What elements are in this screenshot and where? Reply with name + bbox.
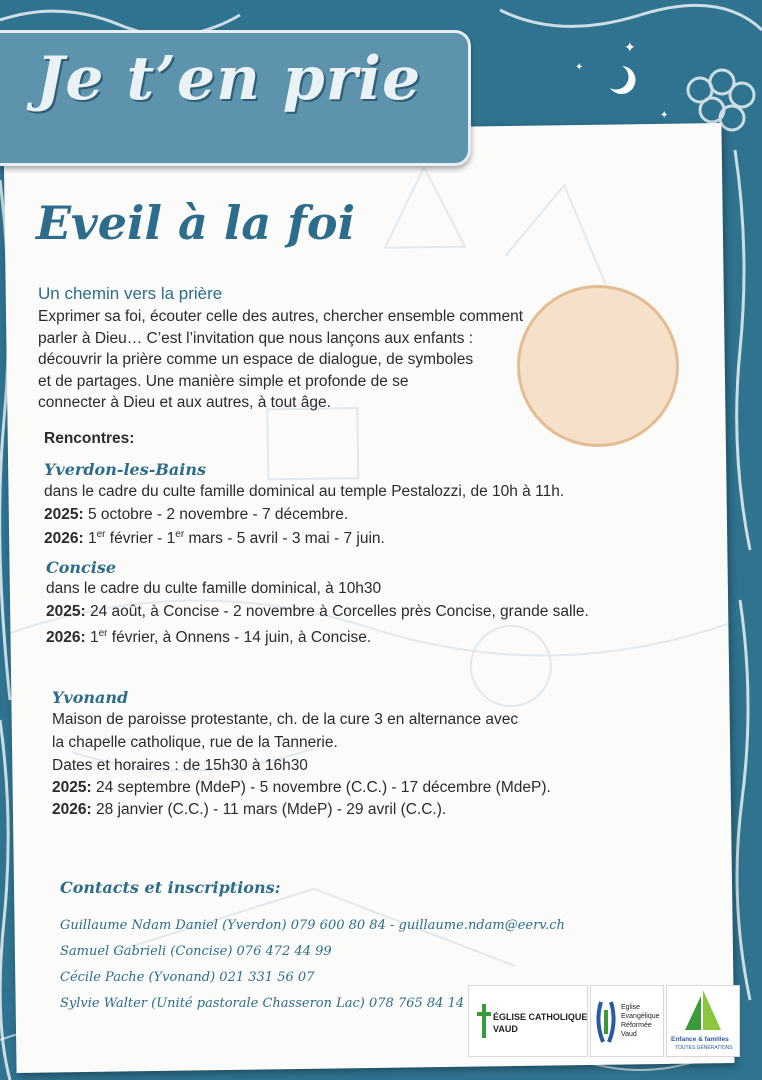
dates-part: 1 bbox=[85, 629, 99, 647]
enfance-line2: TOUTES GÉNÉRATIONS bbox=[675, 1045, 733, 1051]
ordinal: er bbox=[175, 529, 185, 540]
svg-text:✦: ✦ bbox=[624, 40, 636, 56]
contact-item: Guillaume Ndam Daniel (Yverdon) 079 600 80 84 - guillaume.ndam@eerv.ch bbox=[60, 918, 565, 933]
banner-title: Je t’en prie bbox=[36, 44, 422, 114]
catholic-church-logo bbox=[468, 985, 588, 1057]
dates: 28 janvier (C.C.) - 11 mars (MdeP) - 29 avril (C.C.). bbox=[91, 801, 447, 818]
dates-part: février, à Onnens - 14 juin, à Concise. bbox=[107, 629, 372, 647]
eerv-symbol-icon bbox=[595, 1000, 617, 1044]
year-label: 2026: bbox=[44, 530, 84, 548]
intro-line: connecter à Dieu et aux autres, à tout âge. bbox=[38, 394, 331, 411]
contact-item: Sylvie Walter (Unité pastorale Chasseron Lac) 078 765 84 14 bbox=[60, 996, 465, 1011]
yverdon-2026 bbox=[44, 529, 385, 548]
contact-item: Samuel Gabrieli (Concise) 076 472 44 99 bbox=[60, 944, 332, 959]
svg-text:✦: ✦ bbox=[660, 110, 669, 121]
eerv-line: Evangélique bbox=[621, 1013, 660, 1020]
ordinal: er bbox=[96, 529, 106, 540]
yvonand-desc-2: la chapelle catholique, rue de la Tannerie. bbox=[52, 734, 338, 751]
eerv-line: Vaud bbox=[621, 1031, 637, 1038]
year-label: 2026: bbox=[52, 801, 92, 818]
meetings-heading: Rencontres: bbox=[44, 430, 135, 447]
yvonand-desc-3: Dates et horaires : de 15h30 à 16h30 bbox=[52, 757, 308, 774]
enfance-line1: Enfance & familles bbox=[671, 1036, 729, 1043]
year-label: 2026: bbox=[46, 629, 86, 647]
intro-line: et de partages. Une manière simple et profonde de se bbox=[38, 372, 409, 390]
subtitle: Un chemin vers la prière bbox=[38, 284, 223, 303]
yverdon-desc: dans le cadre du culte famille dominical au temple Pestalozzi, de 10h à 11h. bbox=[44, 483, 565, 500]
intro-line: découvrir la prière comme un espace de dialogue, de symboles bbox=[38, 351, 474, 368]
place-yverdon: Yverdon-les-Bains bbox=[44, 460, 206, 479]
yvonand-2026 bbox=[52, 801, 446, 819]
cross-icon bbox=[477, 1004, 491, 1038]
concise-2025 bbox=[46, 603, 589, 621]
dates: 5 octobre - 2 novembre - 7 décembre. bbox=[83, 506, 349, 523]
dates-part: mars - 5 avril - 3 mai - 7 juin. bbox=[184, 530, 385, 548]
catholic-logo-line2: VAUD bbox=[493, 1024, 518, 1034]
dates-part: février - 1 bbox=[105, 530, 176, 548]
concise-desc: dans le cadre du culte famille dominical, à 10h30 bbox=[46, 580, 382, 597]
dates-part: 1 bbox=[83, 530, 97, 548]
partner-logos bbox=[468, 985, 738, 1057]
dates: 24 septembre (MdeP) - 5 novembre (C.C.) - 17 décembre (MdeP). bbox=[91, 779, 551, 796]
place-yvonand: Yvonand bbox=[52, 688, 129, 707]
yvonand-desc-1: Maison de paroisse protestante, ch. de la cure 3 en alternance avec bbox=[52, 711, 519, 728]
intro-line: parler à Dieu… C’est l’invitation que nous lançons aux enfants : bbox=[38, 329, 474, 347]
eerv-line: Eglise bbox=[621, 1004, 641, 1011]
dates: 24 août, à Concise - 2 novembre à Corcelles près Concise, grande salle. bbox=[85, 603, 589, 620]
sail-icon bbox=[683, 990, 723, 1034]
main-title: Eveil à la foi bbox=[36, 196, 356, 250]
year-label: 2025: bbox=[52, 779, 92, 796]
intro-paragraph bbox=[38, 306, 578, 414]
year-label: 2025: bbox=[44, 506, 84, 523]
contacts-heading: Contacts et inscriptions: bbox=[60, 878, 281, 897]
contact-item: Cécile Pache (Yvonand) 021 331 56 07 bbox=[60, 970, 315, 985]
place-concise: Concise bbox=[46, 558, 117, 577]
enfance-familles-logo bbox=[666, 985, 740, 1057]
eerv-logo bbox=[590, 985, 664, 1057]
eerv-line: Réformée bbox=[621, 1022, 652, 1029]
svg-text:✦: ✦ bbox=[575, 62, 584, 73]
yverdon-2025 bbox=[44, 506, 348, 524]
year-label: 2025: bbox=[46, 603, 86, 620]
intro-line: Exprimer sa foi, écouter celle des autres, chercher ensemble comment bbox=[38, 308, 524, 325]
ordinal: er bbox=[98, 628, 108, 639]
yvonand-2025 bbox=[52, 779, 551, 797]
concise-2026 bbox=[46, 628, 371, 647]
catholic-logo-line1: ÉGLISE CATHOLIQUE bbox=[493, 1012, 588, 1022]
